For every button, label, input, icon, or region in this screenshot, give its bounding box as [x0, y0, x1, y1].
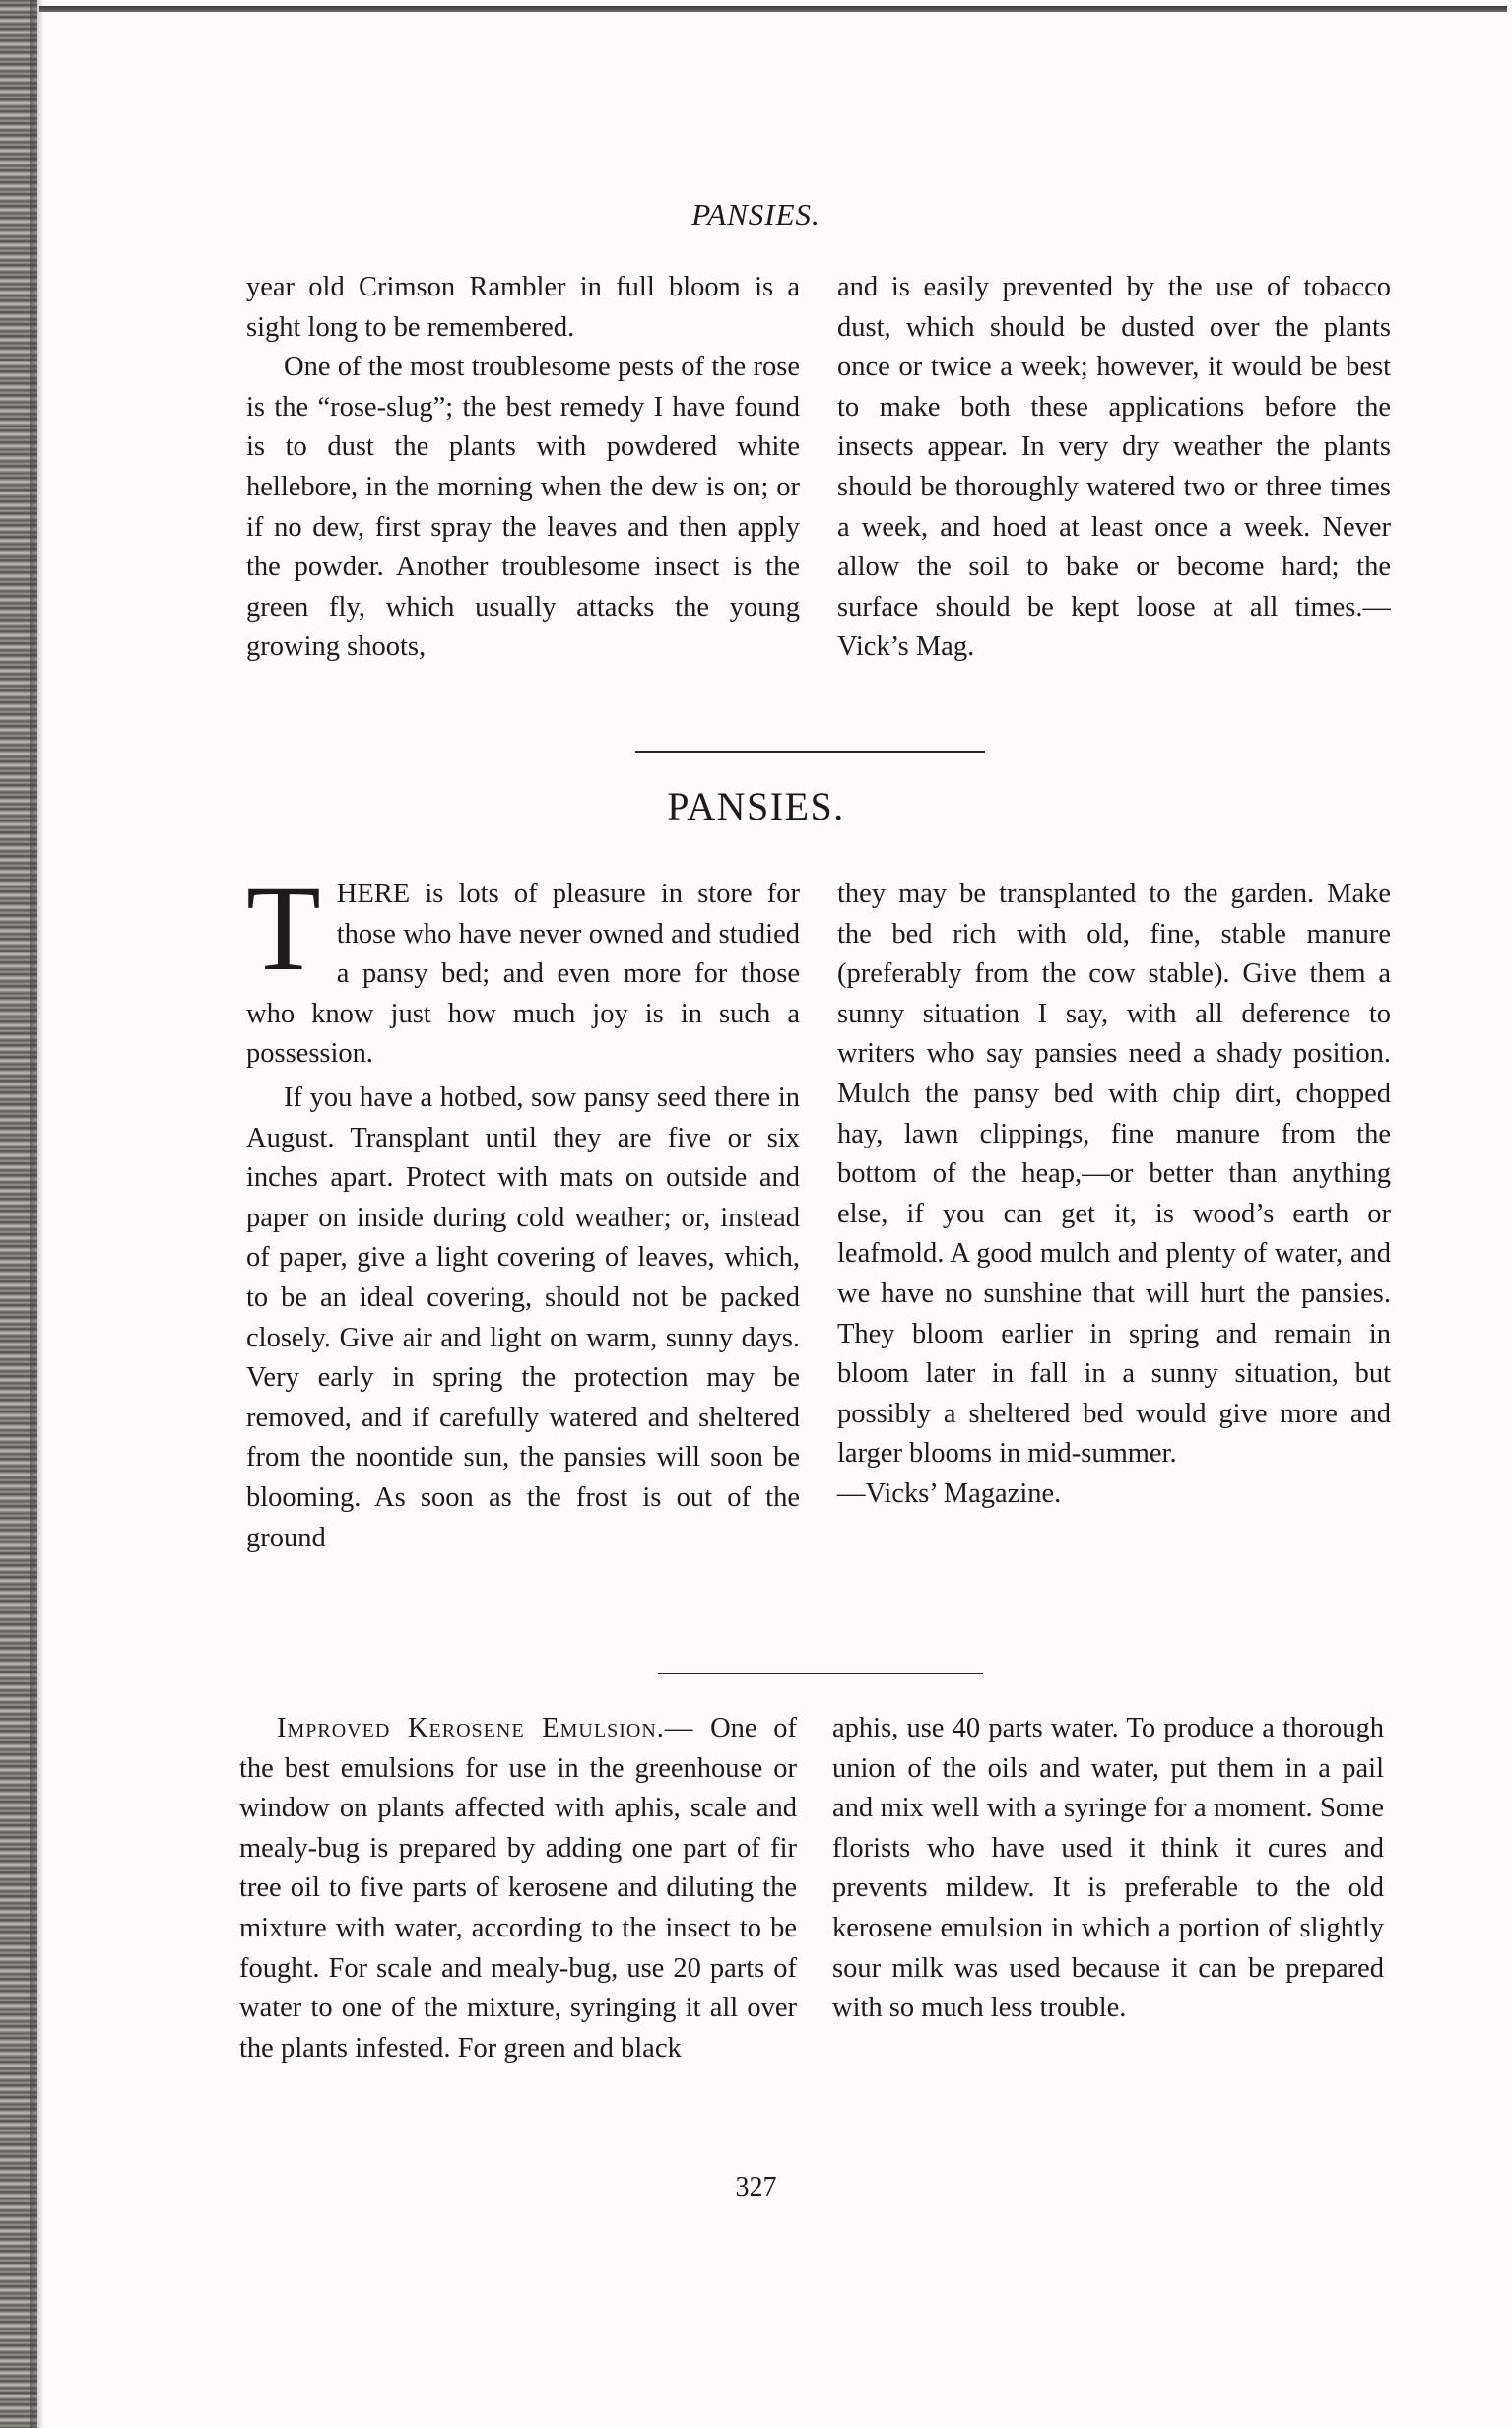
section2-left-column — [246, 861, 800, 1558]
section1-left-column — [246, 268, 800, 668]
paragraph: and is easily prevented by the use of tobacco dust, which should be dusted over the plants once or twice a week; however, it would be best to make both these applications before the insects appear. In very dry weather the plants should be thoroughly watered two or three times a week, and hoed at least once a week. Never allow the soil to bake or become hard; the surface should be kept loose at all times.—Vick’s Mag. — [837, 272, 1391, 663]
paragraph: One of the most troublesome pests of the rose is the “rose-slug”; the best remedy I have found is to dust the plants with powdered white hellebore, in the morning when the dew is on; or if no dew, first spray the leaves and then apply the powder. Another troublesome insect is the green fly, which usually attacks the young growing shoots, — [246, 352, 800, 663]
paragraph: they may be transplanted to the garden. Make the bed rich with old, fine, stable manure (preferably from the cow stable). Give them a sunny situation I say, with all deference to writers who say pansies need a shady position. Mulch the pansy bed with chip dirt, chopped hay, lawn clippings, fine manure from the bottom of the heap,—or better than anything else, if you can get it, is wood’s earth or leafmold. A good mulch and plenty of water, and we have no sunshine that will hurt the pansies. They bloom earlier in spring and remain in bloom later in fall in a sunny situation, but possibly a sheltered bed would give more and larger blooms in mid-summer. — [837, 879, 1391, 1470]
article-title: PANSIES. — [667, 784, 845, 828]
section-divider — [635, 751, 985, 753]
paragraph: If you have a hotbed, sow pansy seed there in August. Transplant until they are five or six inches apart. Protect with mats on outside and paper on inside during cold weather; or, instead of paper, give a light covering of leaves, which, to be an ideal covering, should not be packed closely. Give air and light on warm, sunny days. Very early in spring the protection may be removed, and if carefully watered and sheltered from the noontide sun, the pansies will soon be blooming. As soon as the frost is out of the ground — [246, 1082, 800, 1553]
section3-right-column — [832, 1709, 1384, 2029]
attribution: —Vicks’ Magazine. — [837, 1477, 1062, 1509]
paragraph: year old Crimson Rambler in full bloom is a sight long to be remembered. — [246, 272, 800, 343]
article-heading: Improved Kerosene Emulsion.— — [277, 1713, 694, 1743]
top-edge-shadow — [39, 6, 1507, 12]
binding-edge-fade — [30, 0, 43, 2428]
paragraph-text: HERE is lots of pleasure in store for those who have never owned and studied a pansy bed; and even more for those who know just how much joy is in such a possession. — [246, 879, 800, 1070]
paragraph: aphis, use 40 parts water. To produce a thorough union of the oils and water, put them in a pail and mix well with a syringe for a moment. Some florists who have used it think it cures and prevents mildew. It is preferable to the old kerosene emulsion in which a portion of slightly sour milk was used because it can be prepared with so much less trouble. — [832, 1713, 1384, 2024]
page-number: 327 — [735, 2172, 777, 2202]
paragraph — [246, 861, 800, 1075]
paragraph — [239, 1709, 797, 2068]
paragraph-text: One of the best emulsions for use in the greenhouse or window on plants affected with aphis, scale and mealy-bug is prepared by adding one part of fir tree oil to five parts of kerosene and diluting the mixture with water, according to the insect to be fought. For scale and mealy-bug, use 20 parts of water to one of the mixture, syringing it all over the plants infested. For green and black — [239, 1713, 797, 2064]
section2-right-column — [837, 875, 1391, 1515]
section-divider — [658, 1673, 983, 1674]
section1-right-column — [837, 268, 1391, 668]
section3-left-column — [239, 1709, 797, 2068]
running-head: PANSIES. — [691, 197, 821, 231]
drop-cap: T — [246, 861, 321, 996]
